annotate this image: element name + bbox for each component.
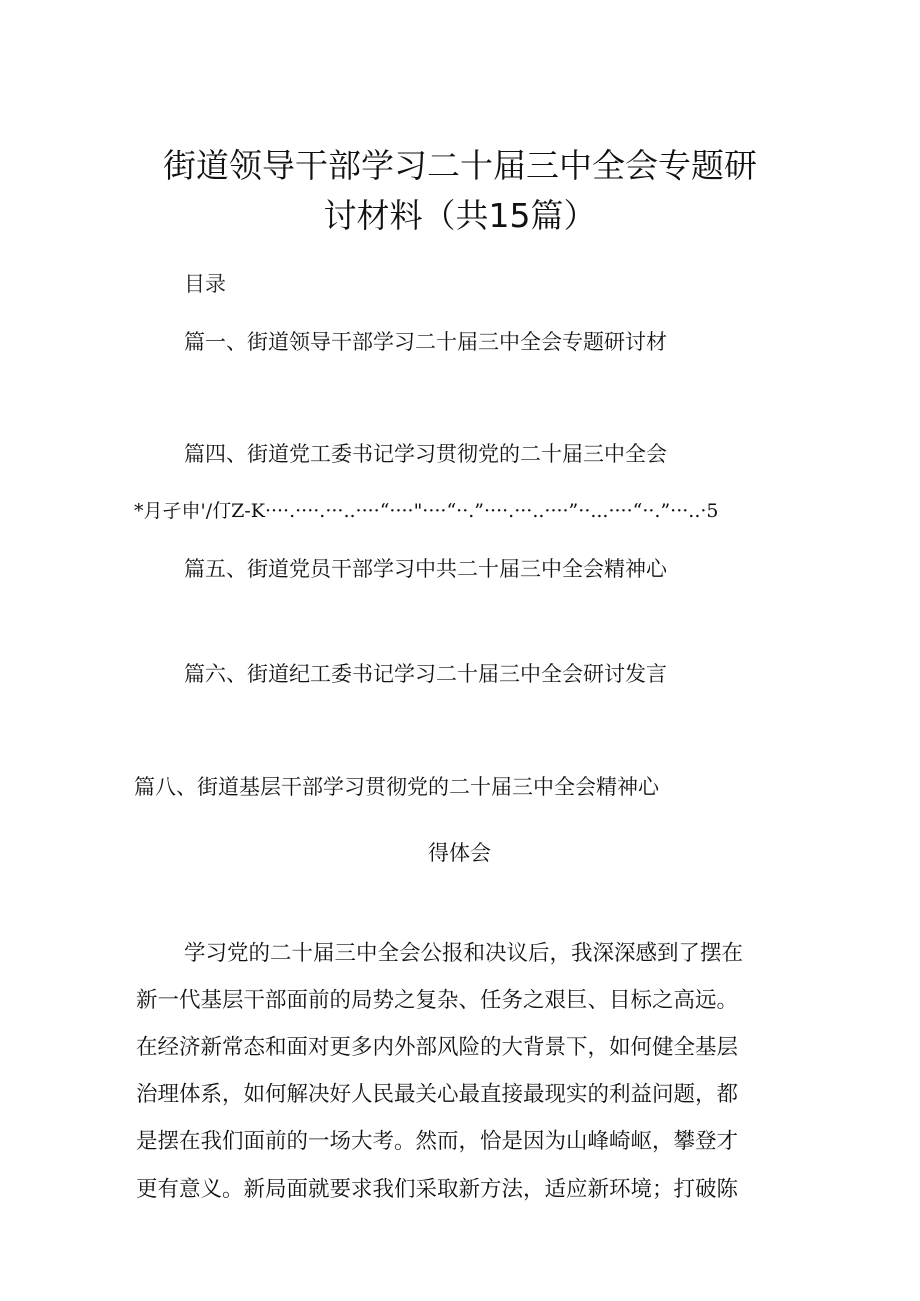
toc-heading: 目录	[184, 272, 226, 296]
body-line: 在经济新常态和面对更多内外部风险的大背景下，如何健全基层	[136, 1035, 739, 1060]
body-line: 新一代基层干部面前的局势之复杂、任务之艰巨、目标之高远。	[136, 988, 739, 1013]
document-title-line-1: 街道领导干部学习二十届三中全会专题研	[163, 146, 757, 185]
toc-entry-1[interactable]: 篇一、街道领导干部学习二十届三中全会专题研讨材	[184, 330, 667, 354]
body-line: 更有意义。新局面就要求我们采取新方法，适应新环境；打破陈	[136, 1177, 739, 1202]
toc-entry-6[interactable]: 篇六、街道纪工委书记学习二十届三中全会研讨发言	[184, 662, 667, 686]
section-heading-8: 篇八、街道基层干部学习贯彻党的二十届三中全会精神心	[134, 775, 659, 799]
section-heading-8-continuation: 得体会	[428, 841, 491, 865]
body-line: 是摆在我们面前的一场大考。然而，恰是因为山峰崎岖，攀登才	[136, 1129, 739, 1154]
body-line: 治理体系，如何解决好人民最关心最直接最现实的利益问题，都	[136, 1082, 739, 1107]
document-title-line-2: 讨材料（共15篇）	[323, 196, 597, 235]
toc-entry-4[interactable]: 篇四、街道党工委书记学习贯彻党的二十届三中全会	[184, 442, 667, 466]
body-line: 学习党的二十届三中全会公报和决议后，我深深感到了摆在	[184, 941, 744, 966]
toc-entry-4-continuation[interactable]: *月孑申'/仃Z-K····.····.···..····“····"····“··.”····.···..····”··...····“··.”···..·5	[134, 500, 719, 522]
toc-entry-5[interactable]: 篇五、街道党员干部学习中共二十届三中全会精神心	[184, 557, 667, 581]
